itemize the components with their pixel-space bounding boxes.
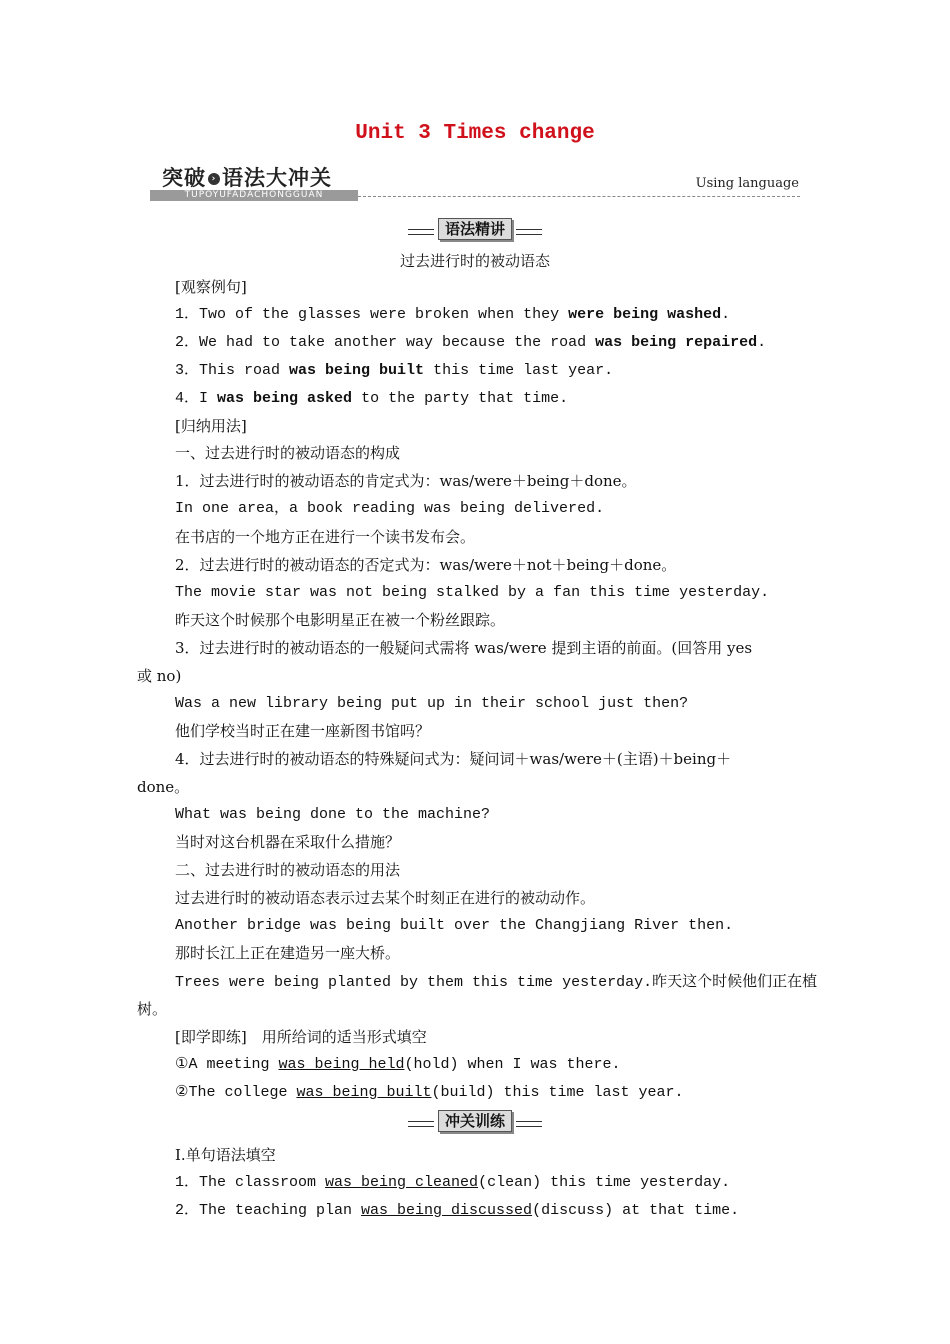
rule-2: 2．过去进行时的被动语态的否定式为：was/were＋not＋being＋done。 <box>175 556 677 574</box>
banner-title <box>162 162 332 192</box>
usage-example-2: Trees were being planted by them this time yesterday.昨天这个时候他们正在植 <box>175 972 818 991</box>
rule-2-example: The movie star was not being stalked by a fan this time yesterday. <box>175 584 770 601</box>
heading-training <box>0 1110 950 1134</box>
example-2: 2．We had to take another way because the road was being repaired. <box>175 334 767 351</box>
example-1: 1．Two of the glasses were broken when they were being washed. <box>175 306 731 323</box>
section-label: Using language <box>695 176 799 191</box>
rule-2-translation: 昨天这个时候那个电影明星正在被一个粉丝跟踪。 <box>175 611 506 629</box>
answer-blank: was being cleaned <box>325 1174 479 1191</box>
usage-text: 过去进行时的被动语态表示过去某个时刻正在进行的被动动作。 <box>175 889 596 907</box>
rule-3-example: Was a new library being put up in their school just then? <box>175 695 689 712</box>
usage-example: Another bridge was being built over the Changjiang River then. <box>175 917 734 934</box>
rule-1-example: In one area，a book reading was being delivered. <box>175 500 605 517</box>
rule-4-cont: done。 <box>137 778 190 796</box>
section-banner <box>150 160 360 202</box>
observe-label: [观察例句] <box>175 278 247 296</box>
question-2: 2．The teaching plan was being discussed(discuss) at that time. <box>175 1202 740 1219</box>
header-divider <box>358 196 800 197</box>
rule-1-translation: 在书店的一个地方正在进行一个读书发布会。 <box>175 528 476 546</box>
banner-title-a: 突破 <box>162 166 206 190</box>
answer-blank: was being built <box>296 1084 432 1101</box>
heading-training-label: 冲关训练 <box>438 1110 512 1132</box>
practice-1: ①A meeting was being held(hold) when I was there. <box>175 1056 621 1073</box>
rule-3: 3．过去进行时的被动语态的一般疑问式需将 was/were 提到主语的前面。(回答用 yes <box>175 639 753 657</box>
page-title: Unit 3 Times change <box>355 122 595 145</box>
example-3: 3．This road was being built this time last year. <box>175 362 614 379</box>
rule-3-translation: 他们学校当时正在建一座新图书馆吗？ <box>175 722 431 740</box>
answer-blank: was being held <box>278 1056 405 1073</box>
heading-grammar <box>0 218 950 242</box>
question-1: 1．The classroom was being cleaned(clean) this time yesterday. <box>175 1174 731 1191</box>
rule-4-translation: 当时对这台机器在采取什么措施？ <box>175 833 401 851</box>
heading-grammar-label: 语法精讲 <box>438 218 512 240</box>
usage-example-2-cont: 树。 <box>137 1000 168 1018</box>
rule-4: 4．过去进行时的被动语态的特殊疑问式为：疑问词＋was/were＋(主语)＋being＋ <box>175 750 732 768</box>
rule-1: 1．过去进行时的被动语态的肯定式为：was/were＋being＋done。 <box>175 472 637 490</box>
practice-label: [即学即练] 用所给词的适当形式填空 <box>175 1028 427 1046</box>
banner-pinyin: TUPOYUFADACHONGGUAN <box>150 190 358 201</box>
section-1-heading: 一、过去进行时的被动语态的构成 <box>175 444 401 462</box>
usage-label: [归纳用法] <box>175 417 247 435</box>
example-4: 4．I was being asked to the party that time. <box>175 390 569 407</box>
rule-4-example: What was being done to the machine? <box>175 806 491 823</box>
usage-translation: 那时长江上正在建造另一座大桥。 <box>175 944 401 962</box>
chevron-right-icon: › <box>208 173 220 185</box>
practice-2: ②The college was being built(build) this time last year. <box>175 1084 684 1101</box>
banner-title-b: 语法大冲关 <box>222 166 332 190</box>
section-2-heading: 二、过去进行时的被动语态的用法 <box>175 861 401 879</box>
topic-title: 过去进行时的被动语态 <box>399 252 550 270</box>
rule-3-cont: 或 no) <box>137 667 182 685</box>
exercise-title: Ⅰ.单句语法填空 <box>175 1146 276 1164</box>
answer-blank: was being discussed <box>361 1202 533 1219</box>
